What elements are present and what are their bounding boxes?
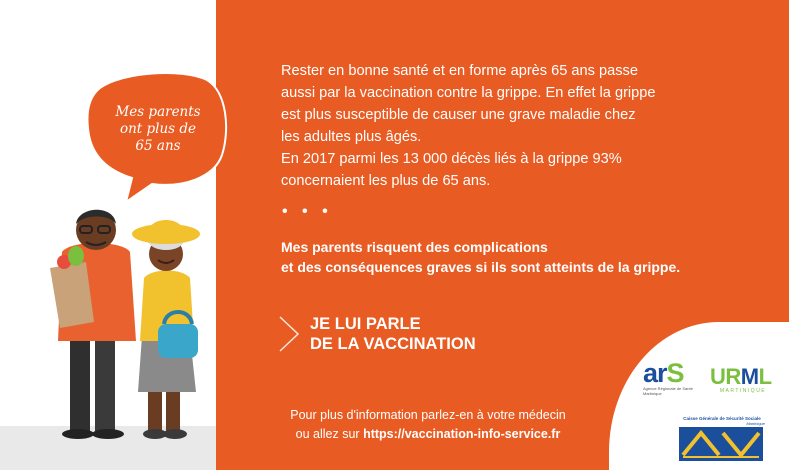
cta-line-1: JE LUI PARLE [310, 315, 421, 333]
body-line-4: les adultes plus âgés. [281, 129, 422, 145]
cgss-logo-subtitle: Martinique [746, 421, 765, 426]
speech-bubble-text [96, 104, 220, 155]
info-line-1: Pour plus d'information parlez-en à votre médecin [290, 408, 566, 422]
cta-vaccination-link[interactable] [278, 314, 476, 354]
urml-logo-main: UR [710, 364, 741, 389]
ars-logo [643, 360, 699, 400]
body-line-6: concernaient les plus de 65 ans. [281, 173, 491, 189]
emphasis-paragraph [281, 237, 741, 277]
body-paragraph [281, 60, 721, 192]
urml-logo [710, 366, 776, 402]
elderly-couple-illustration [40, 196, 220, 446]
urml-logo-m: M [740, 364, 759, 389]
cta-text [310, 314, 476, 354]
bubble-line-2: ont plus de [119, 121, 197, 137]
bubble-line-3: 65 ans [135, 138, 181, 154]
body-line-3: est plus susceptible de causer une grave maladie chez [281, 107, 636, 123]
body-line-5: En 2017 parmi les 13 000 décès liés à la grippe 93% [281, 151, 622, 167]
bubble-line-1: Mes parents [115, 104, 201, 120]
ars-logo-main: ar [643, 358, 667, 388]
urml-logo-subtitle: MARTINIQUE [719, 388, 767, 394]
cgss-logo-title: Caisse Générale de Sécurité Sociale [683, 416, 761, 421]
emphasis-line-2: et des conséquences graves si ils sont atteints de la grippe. [281, 259, 681, 275]
body-line-2: aussi par la vaccination contre la grippe. En effet la grippe [281, 85, 656, 101]
cgss-logo-emblem [679, 427, 763, 461]
info-url-link[interactable]: https://vaccination-info-service.fr [363, 427, 561, 441]
info-footer [268, 406, 588, 444]
separator-dots: • • • [282, 203, 333, 220]
cta-line-2: DE LA VACCINATION [310, 335, 476, 353]
body-line-1: Rester en bonne santé et en forme après 65 ans passe [281, 63, 638, 79]
emphasis-line-1: Mes parents risquent des complications [281, 239, 548, 255]
cgss-logo [679, 416, 765, 464]
urml-logo-end: L [758, 364, 772, 389]
chevron-right-icon [278, 315, 300, 353]
info-line-2 [268, 425, 588, 444]
info-prefix: ou allez sur [295, 427, 364, 441]
ars-logo-s: S [666, 358, 684, 388]
ars-logo-subtitle: Agence Régionale de Santé Martinique [643, 386, 693, 396]
